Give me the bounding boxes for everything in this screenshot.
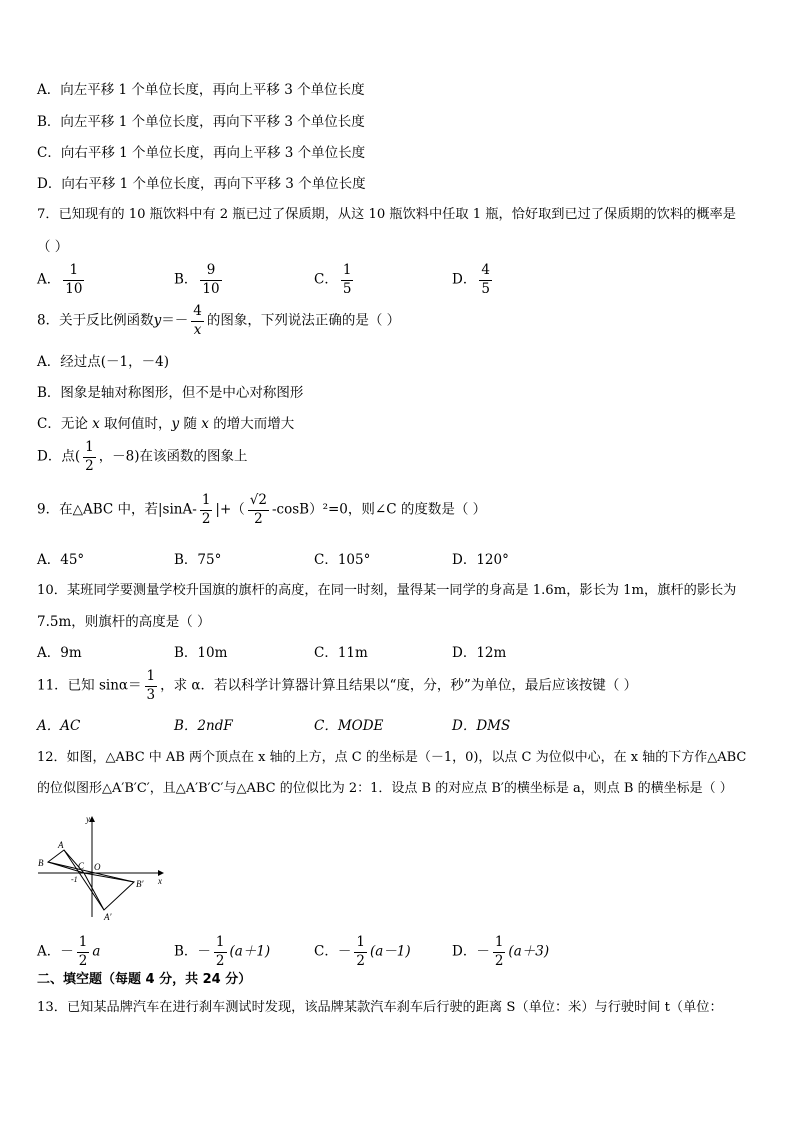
- q12-option-c: C．－ $\frac{1}{2}$ (a－1): [314, 934, 411, 969]
- q13-stem: 13．已知某品牌汽车在进行刹车测试时发现，该品牌某款汽车刹车后行驶的距离 S（单位：米）与行驶时间 t（单位：: [37, 1000, 723, 1015]
- label-o: O: [94, 862, 101, 872]
- q7-stem: 7．已知现有的 10 瓶饮料中有 2 瓶已过了保质期，从这 10 瓶饮料中任取 1 瓶，恰好取到已过了保质期的饮料的概率是: [37, 207, 736, 222]
- q11-option-b: B．2ndF: [174, 718, 233, 734]
- q12-option-a: A．－ $\frac{1}{2}$ a: [37, 934, 101, 969]
- q10-option-d: D．12m: [452, 645, 507, 661]
- label-c: C: [78, 861, 85, 871]
- label-neg1: -1: [71, 875, 78, 884]
- q6-option-d: D．向右平移 1 个单位长度，再向下平移 3 个单位长度: [37, 176, 366, 192]
- q6-option-c: C．向右平移 1 个单位长度，再向上平移 3 个单位长度: [37, 145, 366, 161]
- line-a-aprime: [64, 850, 104, 910]
- line-b-bprime: [48, 862, 134, 882]
- q9-option-a: A．45°: [37, 552, 85, 568]
- q7-option-c: C． $\frac{1}{5}$: [314, 262, 352, 297]
- q11-option-a: A．AC: [37, 718, 81, 734]
- q12-option-d: D．－ $\frac{1}{2}$ (a＋3): [452, 934, 550, 969]
- q11-option-c: C．MODE: [314, 718, 384, 734]
- q9-option-d: D．120°: [452, 552, 509, 568]
- q11-option-d: D．DMS: [452, 718, 511, 734]
- label-a-prime: A′: [104, 912, 112, 922]
- q9-option-b: B．75°: [174, 552, 222, 568]
- q8-stem: 8．关于反比例函数y＝－ $\frac{4}{x}$ 的图象，下列说法正确的是（ ）: [37, 303, 401, 338]
- label-b: B: [38, 858, 44, 868]
- q10-option-b: B．10m: [174, 645, 228, 661]
- q7-option-d: D． $\frac{4}{5}$: [452, 262, 490, 297]
- q8-option-b: B．图象是轴对称图形，但不是中心对称图形: [37, 385, 304, 401]
- q9-stem: 9．在△ABC 中，若|sinA- $\frac{1}{2}$ |+（ $\frac{√2}{2}$ -cosB）²=0，则∠C 的度数是（ ）: [37, 492, 487, 527]
- q7-option-a: A． $\frac{1}{10}$: [37, 262, 83, 297]
- q12-stem-line2: 的位似图形△A′B′C′，且△A′B′C′与△ABC 的位似比为 2：1．设点 B 的对应点 B′的横坐标是 a，则点 B 的横坐标是（ ）: [37, 781, 733, 796]
- q8-option-c: C．无论 x 取何值时，y 随 x 的增大而增大: [37, 416, 295, 432]
- q12-option-b: B．－ $\frac{1}{2}$ (a＋1): [174, 934, 271, 969]
- q7-stem-paren: （ ）: [37, 239, 69, 255]
- q8-option-a: A．经过点(－1，－4): [37, 354, 169, 370]
- q12-stem-line1: 12．如图，△ABC 中 AB 两个顶点在 x 轴的上方，点 C 的坐标是（－1，0)，以点 C 为位似中心，在 x 轴的下方作△ABC: [37, 750, 747, 765]
- q10-stem-line1: 10．某班同学要测量学校升国旗的旗杆的高度，在同一时刻，量得某一同学的身高是 1.6m，影长为 1m，旗杆的影长为: [37, 583, 737, 598]
- q11-stem: 11．已知 sinα＝ $\frac{1}{3}$ ，求 α．若以科学计算器计算且结果以“度，分，秒”为单位，最后应该按键（ ）: [37, 668, 638, 703]
- q10-option-c: C．11m: [314, 645, 368, 661]
- q10-stem-line2: 7.5m，则旗杆的高度是（ ）: [37, 614, 211, 630]
- q8-option-d: D．点( $\frac{1}{2}$ ，－8)在该函数的图象上: [37, 439, 248, 474]
- q7-option-b: B． $\frac{9}{10}$: [174, 262, 220, 297]
- q6-option-a: A．向左平移 1 个单位长度，再向上平移 3 个单位长度: [37, 82, 365, 98]
- label-b-prime: B′: [136, 879, 144, 889]
- label-y: y: [86, 814, 90, 824]
- q12-figure: [36, 812, 166, 922]
- label-a: A: [58, 840, 64, 850]
- section-heading: 二、填空题（每题 4 分，共 24 分）: [37, 972, 252, 987]
- label-x: x: [158, 876, 162, 886]
- q6-option-b: B．向左平移 1 个单位长度，再向下平移 3 个单位长度: [37, 114, 365, 130]
- q9-option-c: C．105°: [314, 552, 371, 568]
- q10-option-a: A．9m: [37, 645, 82, 661]
